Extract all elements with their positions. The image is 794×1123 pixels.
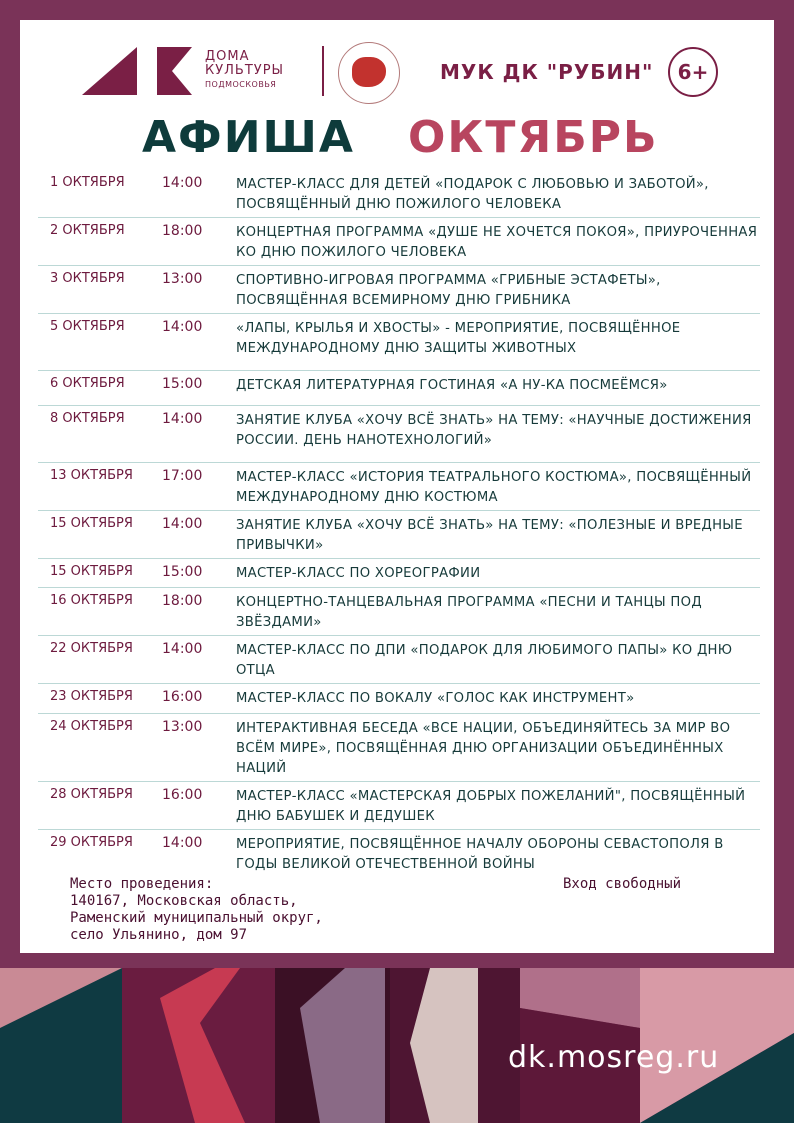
event-time: 13:00 [162,271,203,287]
schedule-row [38,782,760,830]
event-date: 29 ОКТЯБРЯ [50,835,133,850]
age-rating-badge: 6+ [668,47,718,97]
schedule-row [38,714,760,782]
event-date: 28 ОКТЯБРЯ [50,787,133,802]
logo-line-3: ПОДМОСКОВЬЯ [205,80,277,89]
event-time: 14:00 [162,175,203,191]
event-time: 15:00 [162,376,203,392]
poster-sheet [20,20,774,953]
event-title: МАСТЕР-КЛАСС «МАСТЕРСКАЯ ДОБРЫХ ПОЖЕЛАНИЙ", ПОСВЯЩЁННЫЙ ДНЮ БАБУШЕК И ДЕДУШЕК [236,789,746,824]
event-time: 14:00 [162,641,203,657]
schedule-list [38,170,760,878]
event-time: 18:00 [162,593,203,609]
event-date: 2 ОКТЯБРЯ [50,223,125,238]
event-title: МЕРОПРИЯТИЕ, ПОСВЯЩЁННОЕ НАЧАЛУ ОБОРОНЫ СЕВАСТОПОЛЯ В ГОДЫ ВЕЛИКОЙ ОТЕЧЕСТВЕННОЙ ВОЙНЫ [236,837,724,872]
header [20,20,774,120]
header-divider [322,46,324,96]
event-time: 18:00 [162,223,203,239]
schedule-row [38,559,760,588]
event-date: 15 ОКТЯБРЯ [50,564,133,579]
event-date: 16 ОКТЯБРЯ [50,593,133,608]
schedule-row [38,266,760,314]
event-title: МАСТЕР-КЛАСС ДЛЯ ДЕТЕЙ «ПОДАРОК С ЛЮБОВЬЮ И ЗАБОТОЙ», ПОСВЯЩЁННЫЙ ДНЮ ПОЖИЛОГО ЧЕЛОВЕКА [236,177,709,212]
schedule-row [38,636,760,684]
org-name: МУК ДК "РУБИН" [440,60,654,84]
venue-address-line-3: село Ульянино, дом 97 [70,927,248,943]
schedule-row [38,371,760,406]
schedule-row [38,684,760,714]
event-time: 15:00 [162,564,203,580]
venue-address-line-2: Раменский муниципальный округ, [70,910,323,926]
event-title: ЗАНЯТИЕ КЛУБА «ХОЧУ ВСЁ ЗНАТЬ» НА ТЕМУ: «ПОЛЕЗНЫЕ И ВРЕДНЫЕ ПРИВЫЧКИ» [236,518,743,553]
event-title: ЗАНЯТИЕ КЛУБА «ХОЧУ ВСЁ ЗНАТЬ» НА ТЕМУ: «НАУЧНЫЕ ДОСТИЖЕНИЯ РОССИИ. ДЕНЬ НАНОТЕХНОЛОГИЙ» [236,413,752,448]
event-date: 24 ОКТЯБРЯ [50,719,133,734]
event-title: «ЛАПЫ, КРЫЛЬЯ И ХВОСТЫ» - МЕРОПРИЯТИЕ, ПОСВЯЩЁННОЕ МЕЖДУНАРОДНОМУ ДНЮ ЗАЩИТЫ ЖИВОТНЫХ [236,321,681,356]
event-time: 14:00 [162,411,203,427]
event-date: 23 ОКТЯБРЯ [50,689,133,704]
event-title: СПОРТИВНО-ИГРОВАЯ ПРОГРАММА «ГРИБНЫЕ ЭСТАФЕТЫ», ПОСВЯЩЁННАЯ ВСЕМИРНОМУ ДНЮ ГРИБНИКА [236,273,661,308]
decorative-geometric-band [0,953,794,1123]
schedule-row [38,218,760,266]
event-title: ДЕТСКАЯ ЛИТЕРАТУРНАЯ ГОСТИНАЯ «А НУ-КА ПОСМЕЁМСЯ» [236,378,668,393]
event-time: 16:00 [162,787,203,803]
event-title: МАСТЕР-КЛАСС ПО ВОКАЛУ «ГОЛОС КАК ИНСТРУМЕНТ» [236,691,635,706]
event-title: МАСТЕР-КЛАСС ПО ХОРЕОГРАФИИ [236,566,481,581]
houses-of-culture-logo-icon [82,47,192,95]
venue-address-line-1: 140167, Московская область, [70,893,298,909]
venue-block [70,876,323,944]
free-entry-note: Вход свободный [563,876,682,892]
event-date: 15 ОКТЯБРЯ [50,516,133,531]
schedule-row [38,511,760,559]
title-month: ОКТЯБРЬ [408,112,659,163]
event-date: 13 ОКТЯБРЯ [50,468,133,483]
schedule-row [38,588,760,636]
event-time: 14:00 [162,319,203,335]
event-title: ИНТЕРАКТИВНАЯ БЕСЕДА «ВСЕ НАЦИИ, ОБЪЕДИНЯЙТЕСЬ ЗА МИР ВО ВСЁМ МИРЕ», ПОСВЯЩЁННАЯ ДНЮ ОРГАНИЗАЦИИ ОБЪЕДИНЁННЫХ НАЦИЙ [236,721,731,776]
event-title: КОНЦЕРТНАЯ ПРОГРАММА «ДУШЕ НЕ ХОЧЕТСЯ ПОКОЯ», ПРИУРОЧЕННАЯ КО ДНЮ ПОЖИЛОГО ЧЕЛОВЕКА [236,225,758,260]
logo-text [205,50,284,92]
event-date: 6 ОКТЯБРЯ [50,376,125,391]
schedule-row [38,463,760,511]
event-time: 17:00 [162,468,203,484]
event-date: 1 ОКТЯБРЯ [50,175,125,190]
logo-line-2: КУЛЬТУРЫ [205,63,285,78]
title-afisha: АФИША [142,112,355,163]
event-date: 22 ОКТЯБРЯ [50,641,133,656]
schedule-row [38,170,760,218]
schedule-row [38,830,760,878]
event-time: 13:00 [162,719,203,735]
schedule-row [38,406,760,463]
event-title: МАСТЕР-КЛАСС ПО ДПИ «ПОДАРОК ДЛЯ ЛЮБИМОГО ПАПЫ» КО ДНЮ ОТЦА [236,643,733,678]
schedule-row [38,314,760,371]
ruby-emblem-icon [338,42,400,104]
event-date: 8 ОКТЯБРЯ [50,411,125,426]
logo-line-1: ДОМА [205,49,250,64]
venue-label: Место проведения: [70,876,214,892]
event-time: 14:00 [162,835,203,851]
website-link[interactable]: dk.mosreg.ru [508,1040,720,1075]
event-title: КОНЦЕРТНО-ТАНЦЕВАЛЬНАЯ ПРОГРАММА «ПЕСНИ И ТАНЦЫ ПОД ЗВЁЗДАМИ» [236,595,702,630]
event-title: МАСТЕР-КЛАСС «ИСТОРИЯ ТЕАТРАЛЬНОГО КОСТЮМА», ПОСВЯЩЁННЫЙ МЕЖДУНАРОДНОМУ ДНЮ КОСТЮМА [236,470,752,505]
event-time: 14:00 [162,516,203,532]
event-time: 16:00 [162,689,203,705]
event-date: 5 ОКТЯБРЯ [50,319,125,334]
event-date: 3 ОКТЯБРЯ [50,271,125,286]
